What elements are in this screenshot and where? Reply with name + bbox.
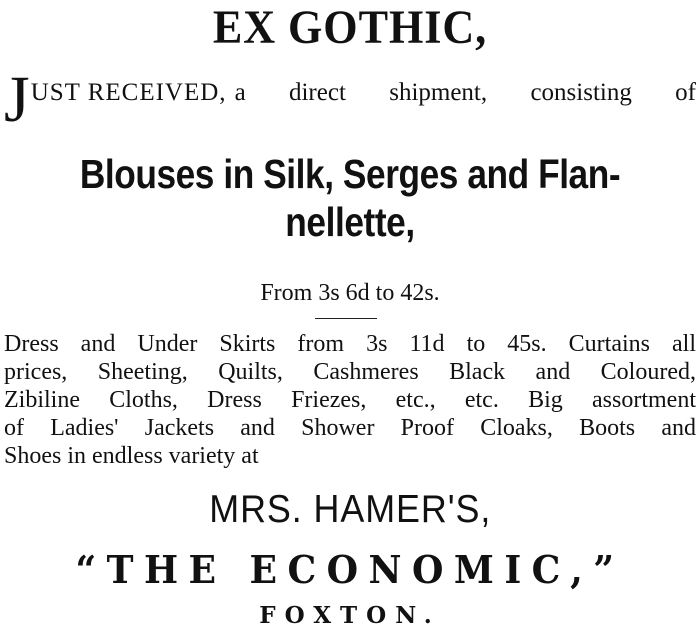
details-line: Dress and Under Skirts from 3s 11d to 45s. Curtains all xyxy=(4,331,696,357)
details-line: of Ladies' Jackets and Shower Proof Cloaks, Boots and xyxy=(4,415,696,441)
drop-cap: J xyxy=(4,63,30,136)
shop-name xyxy=(0,546,700,594)
shop-name-text: “THE ECONOMIC,” xyxy=(75,547,625,592)
intro-lead-words: UST RECEIVED, xyxy=(30,79,227,106)
seller-name xyxy=(0,486,700,534)
products-heading-line-2: nellette, xyxy=(285,199,415,245)
town-name: FOXTON. xyxy=(259,602,441,629)
details-line: Shoes in endless variety at xyxy=(4,443,259,469)
headline: EX GOTHIC, xyxy=(212,1,488,54)
seller-name-text: MRS. HAMER'S, xyxy=(209,488,491,531)
details-line: prices, Sheeting, Quilts, Cashmeres Black and Coloured, xyxy=(4,359,696,385)
products-heading-line-1: Blouses in Silk, Serges and Flan- xyxy=(79,151,621,197)
intro-lead-group xyxy=(4,63,227,136)
products-heading xyxy=(0,150,700,246)
intro-line xyxy=(4,63,696,136)
details-line: Zibiline Cloths, Dress Friezes, etc., etc. Big assortment xyxy=(4,387,696,413)
intro-rest: a direct shipment, consisting of xyxy=(234,79,696,106)
divider-rule xyxy=(315,318,377,319)
price-range: From 3s 6d to 42s. xyxy=(260,280,440,306)
details-paragraph xyxy=(4,330,696,470)
